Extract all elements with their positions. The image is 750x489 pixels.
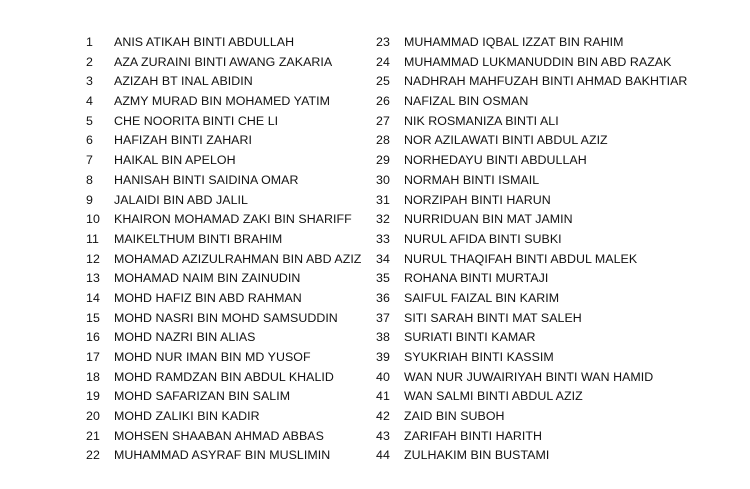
item-number: 32 (376, 212, 390, 227)
item-number: 39 (376, 350, 390, 364)
list-item (376, 151, 687, 171)
item-number: 24 (376, 54, 390, 69)
item-name: NIK ROSMANIZA BINTI ALI (404, 113, 559, 128)
item-name: MOHD NASRI BIN MOHD SAMSUDDIN (114, 310, 338, 325)
item-name: JALAIDI BIN ABD JALIL (114, 192, 248, 207)
item-number: 27 (376, 113, 390, 128)
item-name: MUHAMMAD IQBAL IZZAT BIN RAHIM (404, 35, 624, 49)
item-number: 5 (86, 113, 93, 128)
list-item (376, 348, 687, 368)
item-name: MUHAMMAD LUKMANUDDIN BIN ABD RAZAK (404, 54, 672, 69)
item-name: MOHD SAFARIZAN BIN SALIM (114, 389, 291, 404)
list-item (86, 33, 361, 53)
item-name: AZIZAH BT INAL ABIDIN (114, 74, 253, 89)
list-item (86, 289, 361, 309)
item-name: ROHANA BINTI MURTAJI (404, 271, 549, 286)
list-item (376, 407, 687, 427)
list-item (376, 230, 687, 250)
item-name: SYUKRIAH BINTI KASSIM (404, 350, 554, 364)
right-name-column (376, 33, 687, 466)
item-name: ZULHAKIM BIN BUSTAMI (404, 448, 550, 463)
item-number: 7 (86, 153, 93, 168)
item-number: 37 (376, 310, 390, 325)
item-number: 12 (86, 251, 100, 266)
item-number: 44 (376, 448, 390, 463)
item-name: SITI SARAH BINTI MAT SALEH (404, 310, 582, 325)
list-item (86, 407, 361, 427)
item-name: MOHD NUR IMAN BIN MD YUSOF (114, 350, 311, 364)
item-number: 28 (376, 133, 390, 148)
item-name: WAN NUR JUWAIRIYAH BINTI WAN HAMID (404, 369, 654, 384)
item-number: 31 (376, 192, 390, 207)
item-name: NADHRAH MAHFUZAH BINTI AHMAD BAKHTIAR (404, 74, 688, 89)
list-item (376, 269, 687, 289)
item-name: MOHAMAD AZIZULRAHMAN BIN ABD AZIZ (114, 251, 362, 266)
list-item (86, 112, 361, 132)
item-number: 8 (86, 172, 93, 187)
item-number: 20 (86, 409, 100, 424)
list-item (376, 191, 687, 211)
item-name: NORMAH BINTI ISMAIL (404, 172, 540, 187)
list-item (86, 92, 361, 112)
item-number: 14 (86, 290, 100, 305)
list-item (86, 348, 361, 368)
list-item (376, 328, 687, 348)
item-name: NORHEDAYU BINTI ABDULLAH (404, 153, 587, 168)
item-number: 4 (86, 94, 93, 109)
item-name: ANIS ATIKAH BINTI ABDULLAH (114, 35, 295, 49)
item-number: 33 (376, 231, 390, 246)
item-name: SAIFUL FAIZAL BIN KARIM (404, 290, 560, 305)
list-item (376, 53, 687, 73)
item-number: 9 (86, 192, 93, 207)
list-item (376, 33, 687, 53)
item-number: 40 (376, 369, 390, 384)
list-item (86, 171, 361, 191)
list-item (86, 250, 361, 270)
list-item (86, 72, 361, 92)
item-number: 42 (376, 409, 390, 424)
item-name: MOHD ZALIKI BIN KADIR (114, 409, 260, 424)
list-item (86, 53, 361, 73)
item-name: CHE NOORITA BINTI CHE LI (114, 113, 279, 128)
item-name: HAIKAL BIN APELOH (114, 153, 236, 168)
list-item (376, 92, 687, 112)
item-number: 19 (86, 389, 100, 404)
item-number: 30 (376, 172, 390, 187)
item-number: 15 (86, 310, 100, 325)
item-name: MOHD HAFIZ BIN ABD RAHMAN (114, 290, 302, 305)
list-item (376, 368, 687, 388)
item-name: ZARIFAH BINTI HARITH (404, 428, 542, 443)
item-name: HAFIZAH BINTI ZAHARI (114, 133, 252, 148)
list-item (86, 368, 361, 388)
item-name: NOR AZILAWATI BINTI ABDUL AZIZ (404, 133, 608, 148)
item-number: 41 (376, 389, 390, 404)
item-number: 36 (376, 290, 390, 305)
item-number: 22 (86, 448, 100, 463)
list-item (376, 387, 687, 407)
item-number: 11 (86, 231, 99, 246)
item-name: MAIKELTHUM BINTI BRAHIM (114, 231, 283, 246)
list-item (376, 289, 687, 309)
list-item (86, 269, 361, 289)
list-item (376, 72, 687, 92)
item-name: AZMY MURAD BIN MOHAMED YATIM (114, 94, 330, 109)
item-number: 3 (86, 74, 93, 89)
list-item (376, 210, 687, 230)
list-item (86, 387, 361, 407)
item-name: MOHAMAD NAIM BIN ZAINUDIN (114, 271, 301, 286)
item-number: 10 (86, 212, 100, 227)
list-item (376, 171, 687, 191)
list-item (376, 446, 687, 466)
list-item (86, 131, 361, 151)
item-name: SURIATI BINTI KAMAR (404, 330, 536, 345)
list-item (376, 427, 687, 447)
item-name: KHAIRON MOHAMAD ZAKI BIN SHARIFF (114, 212, 352, 227)
list-item (376, 112, 687, 132)
item-name: MOHD NAZRI BIN ALIAS (114, 330, 256, 345)
item-number: 29 (376, 153, 390, 168)
item-number: 26 (376, 94, 390, 109)
item-name: NORZIPAH BINTI HARUN (404, 192, 551, 207)
list-item (86, 210, 361, 230)
item-number: 18 (86, 369, 100, 384)
list-item (376, 131, 687, 151)
list-item (86, 230, 361, 250)
item-number: 23 (376, 35, 390, 49)
list-item (86, 328, 361, 348)
item-number: 25 (376, 74, 390, 89)
item-name: MOHSEN SHAABAN AHMAD ABBAS (114, 428, 324, 443)
item-number: 43 (376, 428, 390, 443)
item-number: 38 (376, 330, 390, 345)
item-name: MUHAMMAD ASYRAF BIN MUSLIMIN (114, 448, 331, 463)
item-number: 16 (86, 330, 100, 345)
item-name: NURUL THAQIFAH BINTI ABDUL MALEK (404, 251, 638, 266)
item-number: 6 (86, 133, 93, 148)
list-item (86, 446, 361, 466)
item-number: 21 (86, 428, 100, 443)
list-item (86, 151, 361, 171)
item-number: 1 (86, 35, 93, 49)
item-name: AZA ZURAINI BINTI AWANG ZAKARIA (114, 54, 333, 69)
list-item (376, 309, 687, 329)
left-name-column (86, 33, 361, 466)
item-name: NURRIDUAN BIN MAT JAMIN (404, 212, 573, 227)
list-item (86, 427, 361, 447)
list-item (86, 309, 361, 329)
item-number: 13 (86, 271, 100, 286)
list-item (376, 250, 687, 270)
item-name: MOHD RAMDZAN BIN ABDUL KHALID (114, 369, 334, 384)
item-number: 35 (376, 271, 390, 286)
item-number: 34 (376, 251, 390, 266)
item-name: NAFIZAL BIN OSMAN (404, 94, 529, 109)
item-number: 17 (86, 350, 100, 364)
item-number: 2 (86, 54, 93, 69)
list-item (86, 191, 361, 211)
item-name: ZAID BIN SUBOH (404, 409, 505, 424)
item-name: HANISAH BINTI SAIDINA OMAR (114, 172, 299, 187)
item-name: WAN SALMI BINTI ABDUL AZIZ (404, 389, 583, 404)
item-name: NURUL AFIDA BINTI SUBKI (404, 231, 562, 246)
